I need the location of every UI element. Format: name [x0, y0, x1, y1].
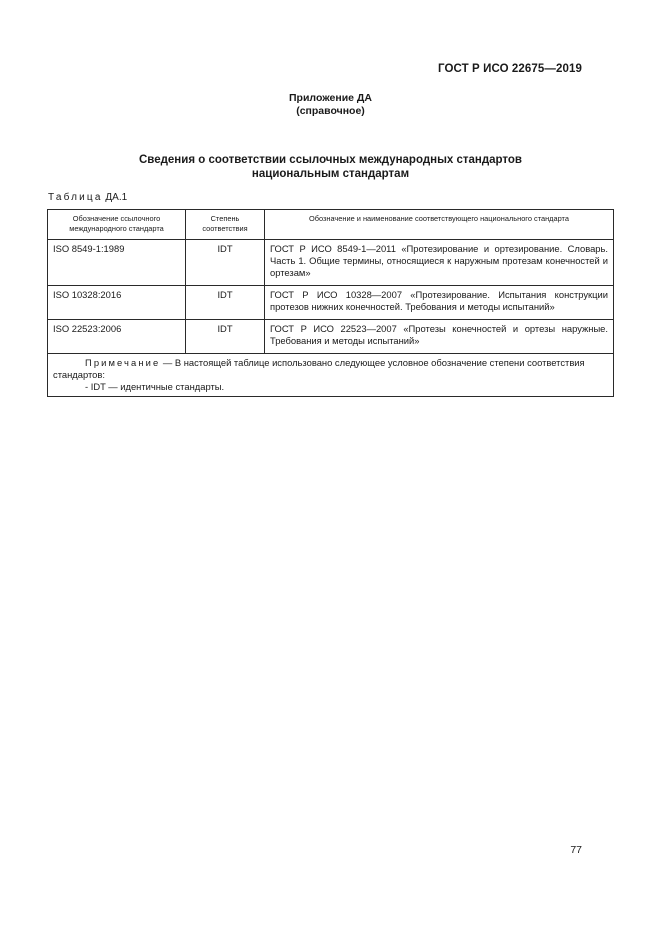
section-title — [0, 153, 661, 181]
section-title-line-1: Сведения о соответствии ссылочных международных стандартов — [138, 154, 522, 166]
table-row — [48, 320, 614, 354]
degree-of-correspondence: IDT — [186, 286, 265, 320]
table-header-row — [48, 210, 614, 240]
table-note-item — [53, 381, 608, 393]
table-row — [48, 286, 614, 320]
correspondence-table — [47, 209, 614, 397]
table-caption — [48, 192, 127, 203]
header-degree-of-correspondence: Степень соответствия — [186, 210, 265, 240]
national-standard-title: ГОСТ Р ИСО 8549-1—2011 «Протезирование и ортезирование. Словарь. Часть 1. Общие термины, относящиеся к наружным протезам конечностей и ортезам» — [265, 240, 614, 286]
appendix-subtitle: (справочное) — [296, 105, 365, 117]
degree-of-correspondence: IDT — [186, 320, 265, 354]
appendix-title: Приложение ДА — [289, 92, 372, 104]
header-international-standard: Обозначение ссылочного международного стандарта — [48, 210, 186, 240]
national-standard-title: ГОСТ Р ИСО 10328—2007 «Протезирование. Испытания конструкции протезов нижних конечностей. Требования и методы испытаний» — [265, 286, 614, 320]
table-row — [48, 240, 614, 286]
international-standard-ref: ISO 8549-1:1989 — [48, 240, 186, 286]
table-note — [48, 354, 614, 397]
international-standard-ref: ISO 22523:2006 — [48, 320, 186, 354]
section-title-line-2: национальным стандартам — [251, 168, 410, 180]
table-note-row — [48, 354, 614, 397]
table-caption-word: Таблица — [48, 192, 103, 203]
national-standard-title: ГОСТ Р ИСО 22523—2007 «Протезы конечностей и ортезы наружные. Требования и методы испытаний» — [265, 320, 614, 354]
international-standard-ref: ISO 10328:2016 — [48, 286, 186, 320]
header-national-standard: Обозначение и наименование соответствующего национального стандарта — [265, 210, 614, 240]
note-body: — В настоящей таблице использовано следующее условное обозначение степени соответствия стандартов: — [53, 357, 585, 380]
table-note-text — [53, 357, 608, 381]
appendix-heading — [0, 92, 661, 118]
page-number: 77 — [570, 844, 582, 856]
note-item-idt: - IDT — идентичные стандарты. — [85, 381, 225, 392]
document-code: ГОСТ Р ИСО 22675—2019 — [437, 63, 582, 75]
degree-of-correspondence: IDT — [186, 240, 265, 286]
table-caption-number: ДА.1 — [105, 192, 128, 203]
note-label: Примечание — [85, 357, 161, 368]
